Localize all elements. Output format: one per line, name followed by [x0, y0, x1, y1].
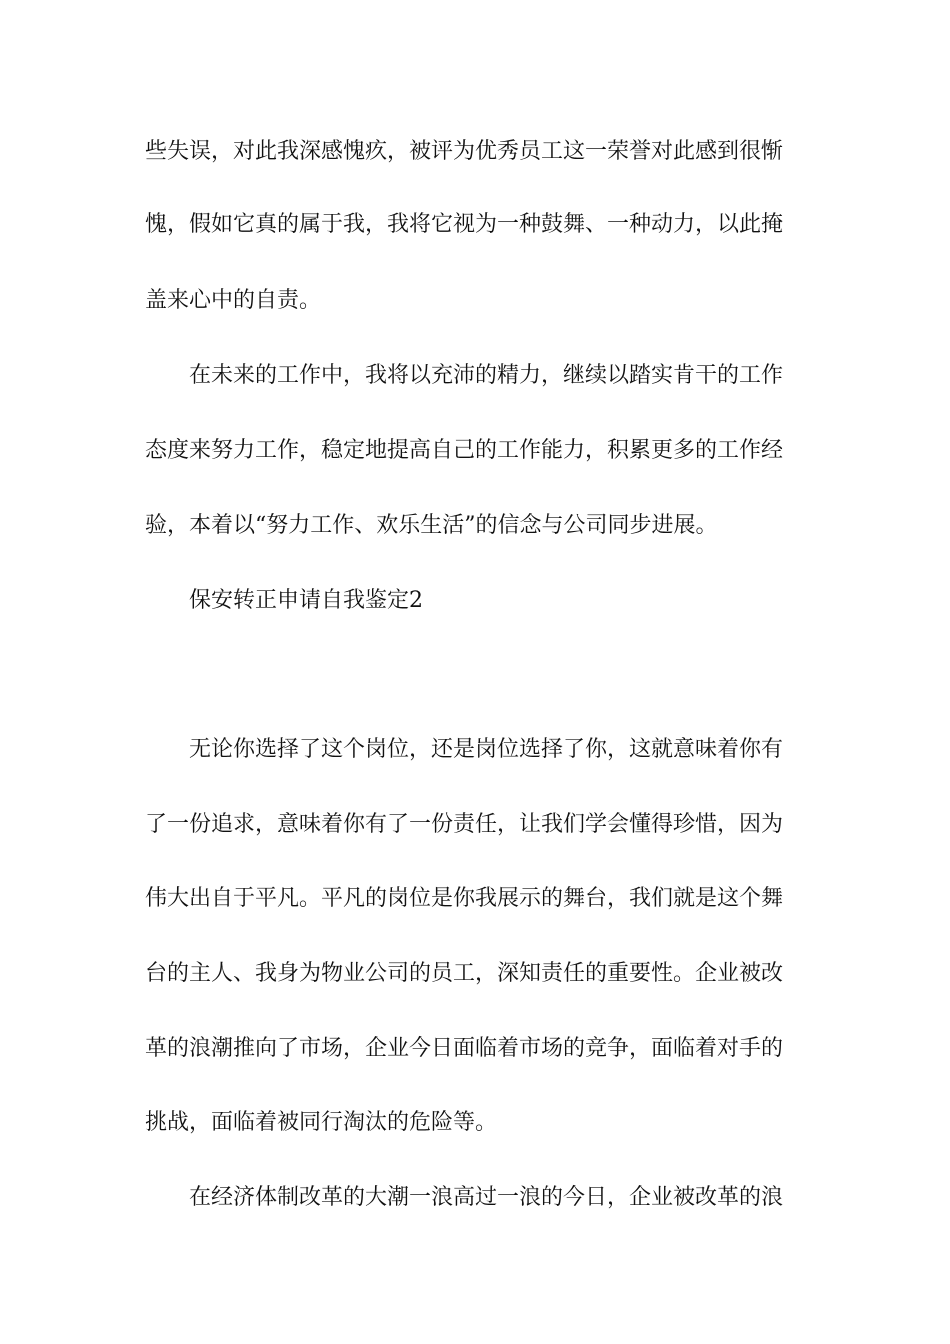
section-heading: 保安转正申请自我鉴定2 — [189, 588, 423, 613]
paragraph-line: 验，本着以“努力工作、欢乐生活”的信念与公司同步进展。 — [145, 513, 718, 538]
paragraph-line: 在经济体制改革的大潮一浪高过一浪的今日，企业被改革的浪 — [189, 1185, 784, 1210]
paragraph-line: 些失误，对此我深感愧疚，被评为优秀员工这一荣誉对此感到很惭 — [145, 139, 784, 164]
paragraph-line: 盖来心中的自责。 — [145, 288, 322, 313]
paragraph-line: 在未来的工作中，我将以充沛的精力，继续以踏实肯干的工作 — [189, 363, 784, 388]
paragraph-line: 台的主人、我身为物业公司的员工，深知责任的重要性。企业被改 — [145, 961, 784, 986]
paragraph-line: 愧，假如它真的属于我，我将它视为一种鼓舞、一种动力，以此掩 — [145, 212, 784, 237]
paragraph-line: 伟大出自于平凡。平凡的岗位是你我展示的舞台，我们就是这个舞 — [145, 886, 784, 911]
paragraph-line: 态度来努力工作，稳定地提高自己的工作能力，积累更多的工作经 — [145, 438, 784, 463]
paragraph-line: 无论你选择了这个岗位，还是岗位选择了你，这就意味着你有 — [189, 737, 784, 762]
paragraph-line: 挑战，面临着被同行淘汰的危险等。 — [145, 1110, 498, 1135]
paragraph-line: 革的浪潮推向了市场，企业今日面临着市场的竞争，面临着对手的 — [145, 1036, 784, 1061]
paragraph-line: 了一份追求，意味着你有了一份责任，让我们学会懂得珍惜，因为 — [145, 812, 784, 837]
